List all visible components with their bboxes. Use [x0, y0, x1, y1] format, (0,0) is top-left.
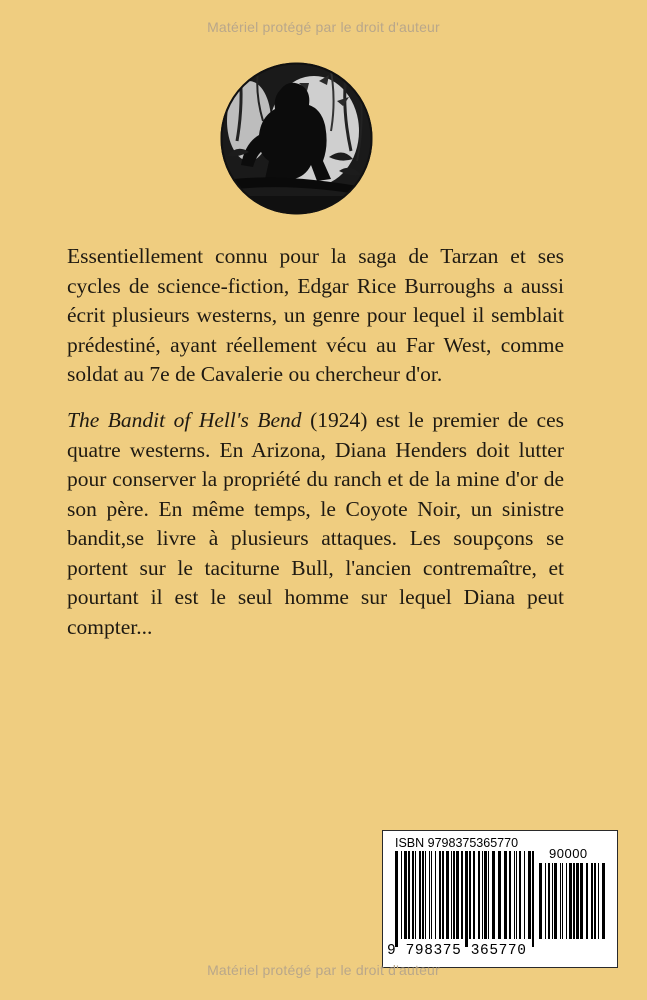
barcode-bar [404, 851, 407, 939]
barcode-bar [598, 863, 599, 939]
barcode-bar [442, 851, 444, 939]
book-title: The Bandit of Hell's Bend [67, 408, 302, 432]
barcode-bar [586, 863, 588, 939]
barcode-digits: 9 798375 365770 [387, 943, 527, 959]
barcode-bar [554, 863, 557, 939]
barcode-bar [539, 863, 542, 939]
barcode-bar [591, 863, 593, 939]
barcode-bar [528, 851, 531, 939]
isbn-barcode [382, 830, 618, 968]
barcode-bar [514, 851, 515, 939]
barcode-bar [422, 851, 424, 939]
barcode-bar [456, 851, 459, 939]
barcode-bar [431, 851, 432, 939]
gorilla-jungle-emblem-icon [219, 61, 374, 216]
copyright-watermark-bottom: Matériel protégé par le droit d'auteur [207, 962, 440, 978]
barcode-bar [453, 851, 455, 939]
addon-barcode-bars [539, 863, 605, 959]
barcode-bar [498, 851, 501, 939]
barcode-bar [492, 851, 495, 939]
barcode-bar [519, 851, 521, 939]
blurb-paragraph-2 [67, 406, 564, 642]
barcode-bar [435, 851, 436, 939]
barcode-bar [580, 863, 583, 939]
barcode-bar [395, 851, 398, 947]
barcode-bar [484, 851, 487, 939]
barcode-bar [408, 851, 410, 939]
barcode-bar [532, 851, 534, 947]
barcode-bar [548, 863, 550, 939]
barcode-bar [478, 851, 480, 939]
barcode-bar [412, 851, 414, 939]
barcode-bar [594, 863, 596, 939]
barcode-bar [465, 851, 468, 947]
barcode-bar [504, 851, 507, 939]
barcode-bar [545, 863, 546, 939]
barcode-bar [482, 851, 483, 939]
barcode-bar [516, 851, 517, 939]
barcode-bar [566, 863, 567, 939]
barcode-bar [439, 851, 441, 939]
barcode-bar [461, 851, 463, 939]
barcode-bar [524, 851, 525, 939]
barcode-bar [473, 851, 475, 939]
price-code: 90000 [549, 846, 588, 861]
isbn-label: ISBN 9798375365770 [395, 836, 519, 850]
barcode-bar [560, 863, 561, 939]
barcode-bar [469, 851, 471, 939]
barcode-bar [415, 851, 416, 939]
barcode-bar [569, 863, 572, 939]
barcode-bar [451, 851, 452, 939]
barcode-bar [573, 863, 575, 939]
blurb-paragraph-2-text: (1924) est le premier de ces quatre westerns. En Arizona, Diana Henders doit lutter pour conserver la propriété du ranch et de la mine d'or de son père. En même temps, le Coyote Noir, un sinistre bandit,se livre à plusieurs attaques. Les soupçons se portent sur le taciturne Bull, l'ancien contremaître, et pourtant il est le seul homme sur lequel Diana peut compter... [67, 408, 564, 639]
ean-barcode-bars [395, 851, 535, 947]
barcode-bar [488, 851, 489, 939]
barcode-bar [429, 851, 430, 939]
copyright-watermark-top: Matériel protégé par le droit d'auteur [207, 19, 440, 35]
barcode-bar [425, 851, 426, 939]
blurb-paragraph-1: Essentiellement connu pour la saga de Tarzan et ses cycles de science-fiction, Edgar Rice Burroughs a aussi écrit plusieurs westerns, un genre pour lequel il semblait prédestiné, ayant réellement vécu au Far West, comme soldat au 7e de Cavalerie ou chercheur d'or. [67, 244, 564, 386]
barcode-bar [562, 863, 563, 939]
barcode-bar [576, 863, 579, 939]
barcode-bar [419, 851, 421, 939]
barcode-bar [509, 851, 511, 939]
barcode-bar [446, 851, 449, 939]
barcode-bar [401, 851, 402, 939]
barcode-bar [552, 863, 553, 939]
barcode-bar [602, 863, 605, 939]
